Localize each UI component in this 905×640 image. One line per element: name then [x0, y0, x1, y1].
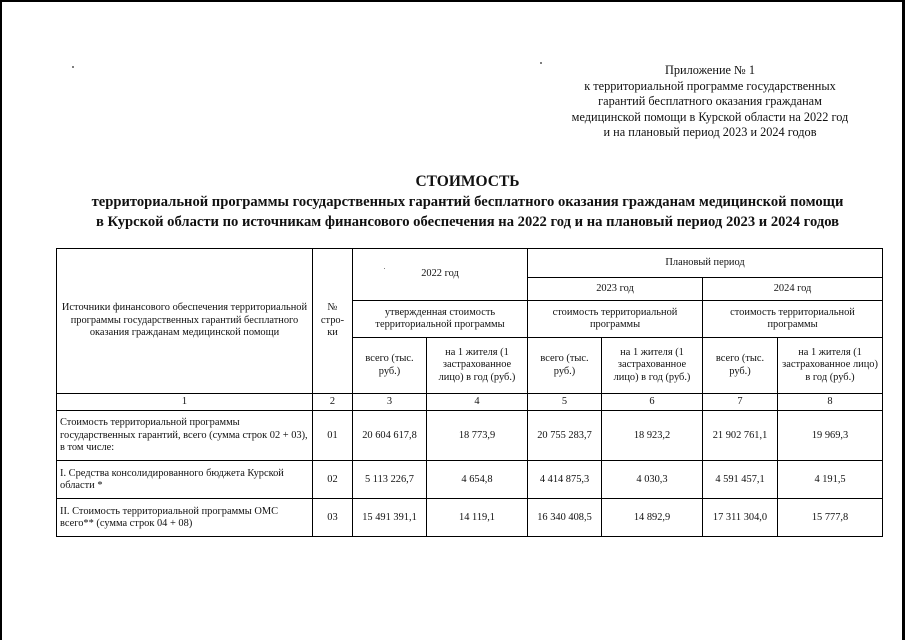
header-row-number: № стро-ки — [313, 249, 353, 394]
row-number: 01 — [313, 411, 353, 461]
appendix-line: и на плановый период 2023 и 2024 годов — [603, 125, 817, 140]
header-year-2024: 2024 год — [703, 278, 883, 301]
title-main: СТОИМОСТЬ — [415, 173, 520, 190]
scan-speck — [72, 66, 74, 68]
cell-per-capita-2022: 4 654,8 — [427, 461, 528, 499]
cell-total-2024: 4 591 457,1 — [703, 461, 778, 499]
row-label: II. Стоимость территориальной программы ОМС всего** (сумма строк 04 + 08) — [57, 499, 313, 537]
header-per-capita-2022: на 1 жителя (1 застрахованное лицо) в год (руб.) — [427, 338, 528, 394]
header-per-capita-2024: на 1 жителя (1 застрахованное лицо) в год (руб.) — [778, 338, 883, 394]
cell-total-2024: 17 311 304,0 — [703, 499, 778, 537]
row-label: I. Средства консолидированного бюджета Курской области * — [57, 461, 313, 499]
header-total-2024: всего (тыс. руб.) — [703, 338, 778, 394]
appendix-line: Приложение № 1 — [664, 63, 756, 77]
row-number: 03 — [313, 499, 353, 537]
cell-total-2024: 21 902 761,1 — [703, 411, 778, 461]
header-planned-period: Плановый период — [528, 249, 883, 278]
appendix-header — [540, 63, 880, 141]
column-number: 4 — [427, 394, 528, 411]
cell-per-capita-2023: 4 030,3 — [602, 461, 703, 499]
document-title — [40, 172, 895, 232]
cell-total-2023: 4 414 875,3 — [528, 461, 602, 499]
column-number: 5 — [528, 394, 602, 411]
cell-per-capita-2024: 4 191,5 — [778, 461, 883, 499]
appendix-line: к территориальной программе государственных — [584, 78, 836, 93]
cell-per-capita-2024: 19 969,3 — [778, 411, 883, 461]
cost-table — [56, 248, 883, 537]
cell-per-capita-2022: 14 119,1 — [427, 499, 528, 537]
header-approved-cost: утвержденная стоимость территориальной программы — [353, 301, 528, 338]
header-year-2022: 2022 год — [353, 249, 528, 301]
row-label: Стоимость территориальной программы государственных гарантий, всего (сумма строк 02 + 03), в том числе: — [57, 411, 313, 461]
column-number: 2 — [313, 394, 353, 411]
header-cost-2023: стоимость территориальной программы — [528, 301, 703, 338]
header-source: Источники финансового обеспечения территориальной программы государственных гарантий бесплатного оказания гражданам медицинской помощи — [57, 249, 313, 394]
header-total-2023: всего (тыс. руб.) — [528, 338, 602, 394]
appendix-line: гарантий бесплатного оказания гражданам — [598, 94, 822, 109]
cell-per-capita-2022: 18 773,9 — [427, 411, 528, 461]
column-number: 8 — [778, 394, 883, 411]
column-number: 1 — [57, 394, 313, 411]
column-number: 6 — [602, 394, 703, 411]
title-line-2: в Курской области по источникам финансового обеспечения на 2022 год и на плановый период 2023 и 2024 годов — [95, 214, 840, 230]
title-line-1: территориальной программы государственных гарантий бесплатного оказания гражданам медицинской помощи — [91, 194, 844, 210]
header-cost-2024: стоимость территориальной программы — [703, 301, 883, 338]
scan-border-top — [0, 0, 905, 2]
appendix-line: медицинской помощи в Курской области на 2022 год — [571, 109, 849, 124]
table-row — [57, 411, 883, 461]
cell-total-2023: 16 340 408,5 — [528, 499, 602, 537]
cell-total-2022: 20 604 617,8 — [353, 411, 427, 461]
cell-total-2022: 15 491 391,1 — [353, 499, 427, 537]
row-number: 02 — [313, 461, 353, 499]
header-year-2023: 2023 год — [528, 278, 703, 301]
cell-total-2022: 5 113 226,7 — [353, 461, 427, 499]
cell-per-capita-2023: 18 923,2 — [602, 411, 703, 461]
header-per-capita-2023: на 1 жителя (1 застрахованное лицо) в год (руб.) — [602, 338, 703, 394]
column-number: 3 — [353, 394, 427, 411]
column-number: 7 — [703, 394, 778, 411]
scan-border-left — [0, 0, 2, 640]
cell-per-capita-2024: 15 777,8 — [778, 499, 883, 537]
cell-per-capita-2023: 14 892,9 — [602, 499, 703, 537]
cell-total-2023: 20 755 283,7 — [528, 411, 602, 461]
table-row — [57, 499, 883, 537]
header-total-2022: всего (тыс. руб.) — [353, 338, 427, 394]
table-row — [57, 461, 883, 499]
